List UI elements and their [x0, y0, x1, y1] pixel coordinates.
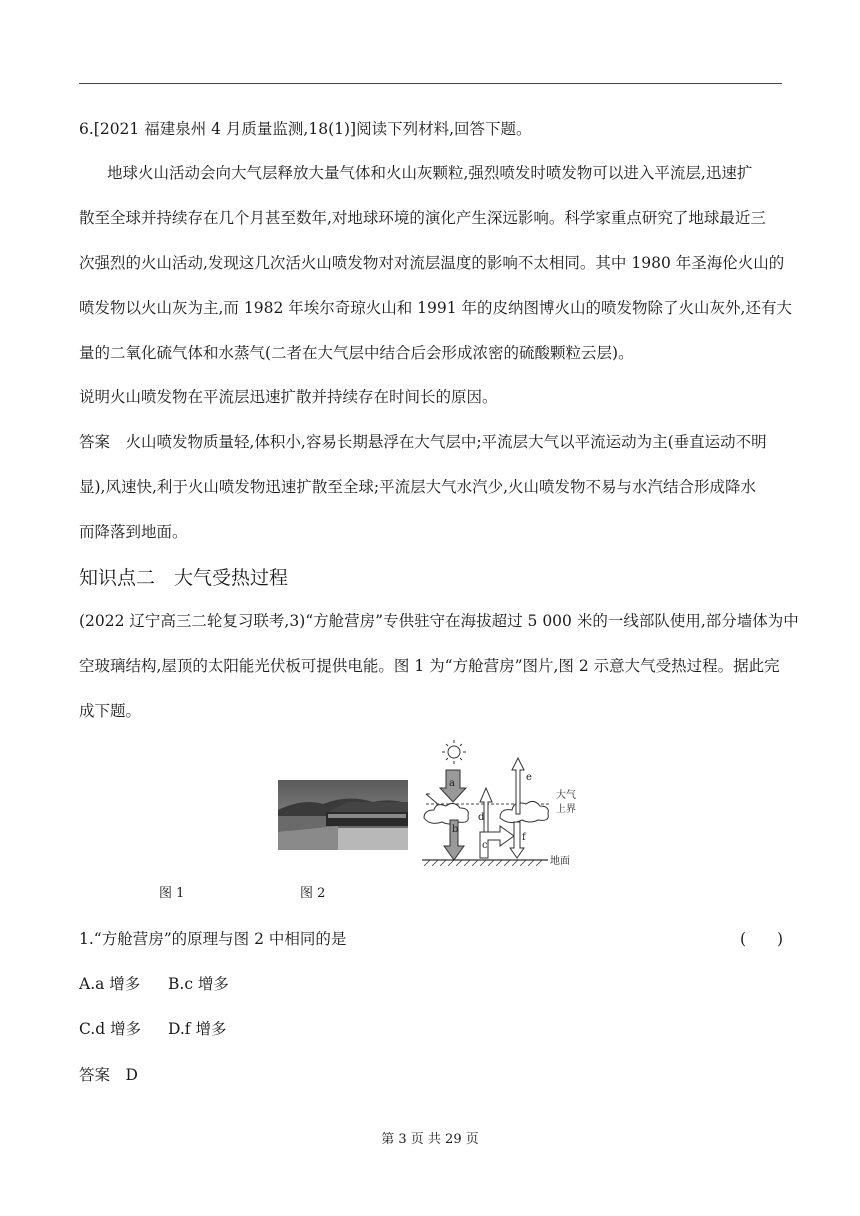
label-e: e: [526, 772, 532, 783]
material-line-5: 量的二氧化硫气体和水蒸气(二者在大气层中结合后会形成浓密的硫酸颗粒云层)。: [79, 344, 634, 362]
q1-option-a: A.a 增多: [79, 975, 141, 993]
intro-line-2: 空玻璃结构,屋顶的太阳能光伏板可提供电能。图 1 为“方舱营房”图片,图 2 示意大气受热过程。据此完: [79, 657, 780, 675]
label-d: d: [478, 812, 485, 823]
material-line-2: 散至全球并持续存在几个月甚至数年,对地球环境的演化产生深远影响。科学家重点研究了地球最近三: [79, 209, 766, 227]
material-line-1: 地球火山活动会向大气层释放大量气体和火山灰颗粒,强烈喷发时喷发物可以进入平流层,迅速扩: [107, 164, 753, 182]
material-line-4: 喷发物以火山灰为主,而 1982 年埃尔奇琼火山和 1991 年的皮纳图博火山的喷发物除了火山灰外,还有大: [79, 299, 792, 317]
intro-line-1: (2022 辽宁高三二轮复习联考,3)“方舱营房”专供驻守在海拔超过 5 000 米的一线部队使用,部分墙体为中: [79, 612, 799, 630]
q6-answer-line-3: 而降落到地面。: [79, 523, 188, 541]
material-line-3: 次强烈的火山活动,发现这几次活火山喷发物对对流层温度的影响不太相同。其中 1980 年圣海伦火山的: [79, 254, 785, 272]
label-b: b: [452, 824, 459, 835]
q1-option-c: C.d 增多: [79, 1020, 142, 1038]
q1-answer-blank: ( ): [740, 930, 784, 948]
fig1-photo: [278, 780, 408, 850]
label-atmos-1: 大气: [556, 790, 576, 801]
label-ground: 地面: [550, 856, 570, 867]
q6-header: 6.[2021 福建泉州 4 月质量监测,18(1)]阅读下列材料,回答下题。: [79, 120, 532, 138]
q1-option-d: D.f 增多: [168, 1020, 227, 1038]
section-title: 知识点二 大气受热过程: [79, 567, 289, 589]
q1-answer: 答案 D: [79, 1066, 138, 1084]
q6-question: 说明火山喷发物在平流层迅速扩散并持续存在时间长的原因。: [79, 388, 498, 406]
q1-option-b: B.c 增多: [168, 975, 229, 993]
page-footer: 第 3 页 共 29 页: [381, 1132, 479, 1147]
fig2-caption: 图 2: [300, 886, 326, 901]
sun-icon: [442, 740, 466, 764]
q6-answer-line-1: 答案 火山喷发物质量轻,体积小,容易长期悬浮在大气层中;平流层大气以平流运动为主(垂直运动不明: [79, 433, 767, 451]
label-f: f: [522, 832, 526, 843]
fig2-diagram: [418, 740, 590, 868]
label-c: c: [482, 840, 488, 851]
header-rule: [79, 83, 782, 84]
label-a: a: [449, 778, 455, 789]
label-atmos-2: 上界: [556, 804, 576, 815]
fig1-caption: 图 1: [159, 886, 185, 901]
q6-answer-line-2: 显),风速快,利于火山喷发物迅速扩散至全球;平流层大气水汽少,火山喷发物不易与水汽结合形成降水: [79, 478, 757, 496]
intro-line-3: 成下题。: [79, 702, 142, 720]
q1-stem: 1.“方舱营房”的原理与图 2 中相同的是: [79, 930, 347, 948]
